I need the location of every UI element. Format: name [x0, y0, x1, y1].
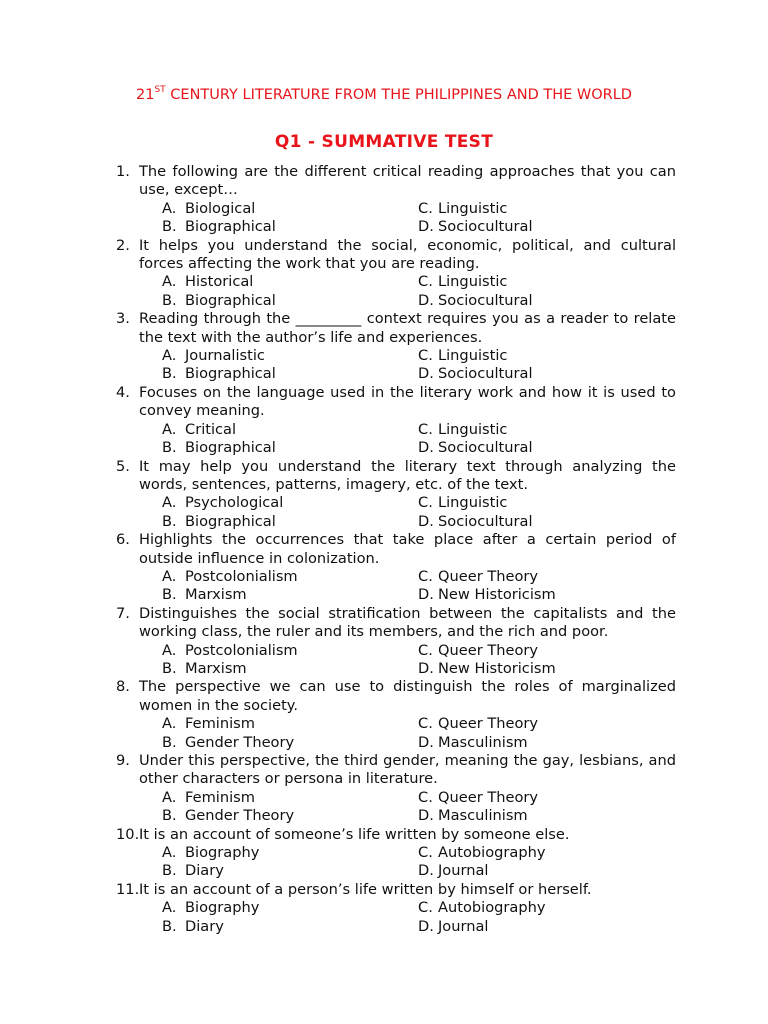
answer-options [162, 789, 676, 826]
option-label: New Historicism [438, 659, 556, 677]
question-text: The following are the different critical reading approaches that you can use, except… [139, 163, 676, 199]
answer-option [162, 365, 418, 383]
option-label: Sociocultural [438, 365, 533, 383]
option-letter: C. [418, 273, 433, 291]
answer-option [162, 421, 418, 439]
answer-option [162, 807, 418, 825]
question-number: 5. [116, 457, 130, 475]
option-letter: C. [418, 420, 433, 438]
answer-options [162, 347, 676, 384]
question-number: 11. [116, 880, 140, 898]
answer-option [418, 862, 678, 880]
option-letter: A. [162, 844, 177, 862]
document-title [110, 86, 658, 104]
option-letter: B. [162, 659, 177, 677]
answer-options [162, 421, 676, 458]
answer-option [418, 789, 678, 807]
option-letter: B. [162, 291, 177, 309]
option-letter: B. [162, 512, 177, 530]
option-label: Gender Theory [185, 733, 295, 751]
option-letter: C. [418, 899, 433, 917]
option-letter: A. [162, 347, 177, 365]
option-label: Biological [185, 199, 256, 217]
answer-options [162, 568, 676, 605]
question-number: 3. [116, 310, 130, 328]
option-label: Postcolonialism [185, 641, 298, 659]
option-label: Biographical [185, 291, 276, 309]
answer-option [162, 347, 418, 365]
option-letter: B. [162, 586, 177, 604]
answer-option [162, 734, 418, 752]
title-number: 21 [136, 87, 155, 103]
option-letter: A. [162, 567, 177, 585]
answer-option [162, 642, 418, 660]
question-item [116, 384, 676, 458]
option-letter: A. [162, 641, 177, 659]
option-letter: A. [162, 788, 177, 806]
answer-option [418, 200, 678, 218]
option-letter: A. [162, 199, 177, 217]
answer-option [418, 899, 678, 917]
option-label: Biography [185, 844, 260, 862]
option-label: Sociocultural [438, 218, 533, 236]
option-letter: B. [162, 439, 177, 457]
answer-options [162, 273, 676, 310]
question-item [116, 237, 676, 311]
option-letter: A. [162, 273, 177, 291]
option-letter: A. [162, 494, 177, 512]
option-letter: D. [418, 917, 434, 935]
answer-option [418, 642, 678, 660]
question-item [116, 752, 676, 826]
question-list [116, 163, 676, 936]
answer-option [418, 273, 678, 291]
answer-option [418, 439, 678, 457]
option-letter: C. [418, 567, 433, 585]
answer-option [418, 660, 678, 678]
option-letter: C. [418, 199, 433, 217]
question-item [116, 163, 676, 237]
option-letter: D. [418, 586, 434, 604]
answer-option [418, 421, 678, 439]
option-label: Masculinism [438, 733, 528, 751]
answer-option [418, 586, 678, 604]
answer-option [418, 494, 678, 512]
answer-option [418, 715, 678, 733]
option-label: Biographical [185, 439, 276, 457]
option-label: Feminism [185, 715, 255, 733]
answer-option [162, 513, 418, 531]
answer-option [162, 439, 418, 457]
option-letter: C. [418, 715, 433, 733]
question-text: Under this perspective, the third gender, meaning the gay, lesbians, and other characters or persona in literature. [139, 752, 676, 788]
option-label: Autobiography [438, 844, 546, 862]
option-label: Autobiography [438, 899, 546, 917]
option-label: Linguistic [438, 273, 508, 291]
option-letter: A. [162, 715, 177, 733]
option-label: Queer Theory [438, 567, 539, 585]
option-label: Journal [438, 862, 489, 880]
question-number: 1. [116, 163, 130, 180]
option-letter: A. [162, 899, 177, 917]
answer-option [162, 918, 418, 936]
title-superscript: ST [154, 85, 166, 96]
option-letter: B. [162, 862, 177, 880]
option-label: Biography [185, 899, 260, 917]
option-label: Biographical [185, 365, 276, 383]
question-number: 2. [116, 236, 130, 254]
answer-option [418, 568, 678, 586]
answer-option [162, 568, 418, 586]
question-number: 8. [116, 678, 130, 696]
answer-option [418, 218, 678, 236]
answer-option [418, 347, 678, 365]
option-label: Journalistic [185, 347, 265, 365]
option-letter: D. [418, 807, 434, 825]
answer-option [162, 715, 418, 733]
question-item [116, 678, 676, 752]
answer-option [418, 918, 678, 936]
option-label: Historical [185, 273, 254, 291]
option-letter: C. [418, 788, 433, 806]
question-item [116, 605, 676, 679]
question-item [116, 458, 676, 532]
option-label: Marxism [185, 586, 247, 604]
option-label: Gender Theory [185, 807, 295, 825]
option-label: Sociocultural [438, 291, 533, 309]
option-letter: C. [418, 494, 433, 512]
option-label: Sociocultural [438, 512, 533, 530]
answer-option [162, 862, 418, 880]
question-item [116, 826, 676, 881]
question-text: It may help you understand the literary text through analyzing the words, sentences, patterns, imagery, etc. of the text. [139, 457, 676, 493]
option-letter: B. [162, 917, 177, 935]
option-letter: B. [162, 733, 177, 751]
option-label: Queer Theory [438, 715, 539, 733]
option-label: Biographical [185, 218, 276, 236]
option-label: Marxism [185, 659, 247, 677]
option-label: Sociocultural [438, 439, 533, 457]
option-label: New Historicism [438, 586, 556, 604]
title-text: CENTURY LITERATURE FROM THE PHILIPPINES AND THE WORLD [165, 87, 632, 103]
answer-option [162, 660, 418, 678]
option-letter: B. [162, 807, 177, 825]
answer-option [162, 789, 418, 807]
answer-option [418, 807, 678, 825]
answer-option [162, 273, 418, 291]
question-item [116, 881, 676, 936]
question-text: The perspective we can use to distinguish the roles of marginalized women in the society. [139, 678, 676, 714]
option-letter: D. [418, 365, 434, 383]
option-label: Diary [185, 862, 224, 880]
question-text: Reading through the _________ context requires you as a reader to relate the text with the author’s life and experiences. [139, 310, 676, 346]
option-label: Biographical [185, 512, 276, 530]
question-number: 9. [116, 752, 130, 769]
question-text: Highlights the occurrences that take place after a certain period of outside influence in colonization. [139, 531, 676, 567]
answer-option [162, 586, 418, 604]
option-letter: C. [418, 844, 433, 862]
option-label: Critical [185, 420, 237, 438]
answer-option [162, 844, 418, 862]
question-item [116, 310, 676, 384]
answer-options [162, 715, 676, 752]
option-label: Queer Theory [438, 641, 539, 659]
option-label: Feminism [185, 788, 255, 806]
answer-options [162, 200, 676, 237]
answer-option [162, 899, 418, 917]
option-label: Linguistic [438, 494, 508, 512]
test-subtitle: Q1 - SUMMATIVE TEST [274, 132, 494, 152]
answer-option [418, 292, 678, 310]
option-letter: B. [162, 218, 177, 236]
option-label: Postcolonialism [185, 567, 298, 585]
option-letter: C. [418, 641, 433, 659]
question-text: Distinguishes the social stratification between the capitalists and the working class, the ruler and its members, and the rich and poor. [139, 604, 676, 641]
option-letter: D. [418, 291, 434, 309]
question-item [116, 531, 676, 605]
option-letter: D. [418, 218, 434, 236]
option-letter: A. [162, 420, 177, 438]
answer-options [162, 494, 676, 531]
answer-option [418, 513, 678, 531]
answer-option [162, 494, 418, 512]
option-label: Psychological [185, 494, 284, 512]
option-letter: B. [162, 365, 177, 383]
answer-option [162, 218, 418, 236]
question-number: 7. [116, 604, 130, 622]
option-label: Masculinism [438, 807, 528, 825]
answer-option [418, 734, 678, 752]
option-letter: D. [418, 439, 434, 457]
option-label: Linguistic [438, 199, 508, 217]
option-letter: D. [418, 862, 434, 880]
option-letter: D. [418, 659, 434, 677]
answer-option [162, 292, 418, 310]
option-label: Diary [185, 917, 224, 935]
option-letter: D. [418, 512, 434, 530]
answer-option [162, 200, 418, 218]
answer-options [162, 642, 676, 679]
question-text: It helps you understand the social, economic, political, and cultural forces affecting the work that you are reading. [139, 236, 676, 273]
option-letter: D. [418, 733, 434, 751]
option-letter: C. [418, 347, 433, 365]
question-number: 6. [116, 531, 130, 549]
option-label: Linguistic [438, 347, 508, 365]
question-text: It is an account of someone’s life written by someone else. [139, 825, 570, 843]
option-label: Queer Theory [438, 788, 539, 806]
option-label: Journal [438, 917, 489, 935]
question-number: 4. [116, 383, 130, 401]
answer-options [162, 844, 676, 881]
answer-option [418, 844, 678, 862]
answer-option [418, 365, 678, 383]
question-number: 10. [116, 825, 140, 843]
answer-options [162, 899, 676, 936]
question-text: Focuses on the language used in the literary work and how it is used to convey meaning. [139, 383, 676, 420]
option-label: Linguistic [438, 420, 508, 438]
question-text: It is an account of a person’s life written by himself or herself. [139, 880, 592, 898]
